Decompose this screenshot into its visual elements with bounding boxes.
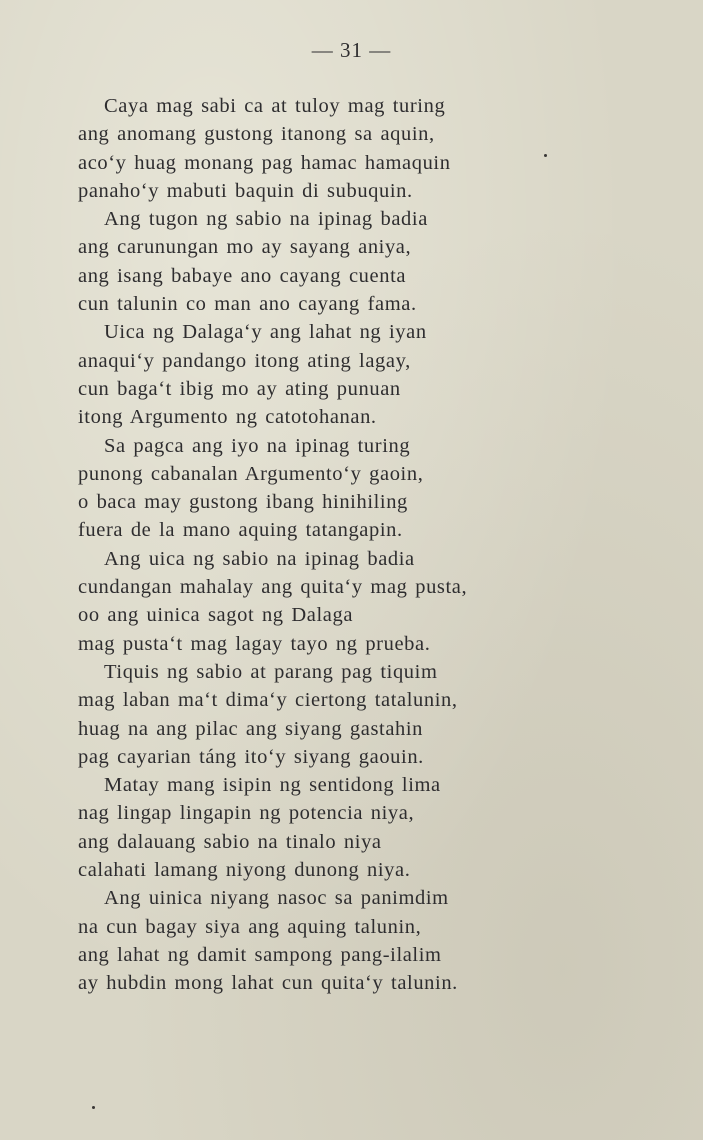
poem-line: mag laban ma‘t dima‘y ciertong tatalunin, [78, 689, 458, 712]
poem-line: o baca may gustong ibang hinihiling [78, 491, 408, 514]
stanza-8 [78, 884, 578, 997]
poem-line: Sa pagca ang iyo na ipinag turing [104, 434, 411, 457]
poem-line: ang dalauang sabio na tinalo niya [78, 830, 382, 853]
poem-line: panaho‘y mabuti baquin di subuquin. [78, 179, 413, 202]
poem-line: ay hubdin mong lahat cun quita‘y talunin. [78, 972, 458, 995]
poem-line: huag na ang pilac ang siyang gastahin [78, 717, 424, 740]
stanza-4 [78, 432, 578, 545]
poem-line: mag pusta‘t mag lagay tayo ng prueba. [78, 632, 431, 655]
stanza-1 [78, 92, 578, 205]
poem-line: na cun bagay siya ang aquing talunin, [78, 915, 422, 938]
poem-line: Ang uinica niyang nasoc sa panimdim [104, 887, 449, 910]
poem-line: oo ang uinica sagot ng Dalaga [78, 604, 354, 627]
ink-speck [92, 1106, 95, 1109]
stanza-6 [78, 658, 578, 771]
stanza-5 [78, 545, 578, 658]
poem-line: itong Argumento ng catotohanan. [78, 406, 377, 429]
poem-line: nag lingap lingapin ng potencia niya, [78, 802, 415, 825]
poem-line: ang anomang gustong itanong sa aquin, [78, 123, 435, 146]
poem-line: Tiquis ng sabio at parang pag tiquim [104, 660, 438, 683]
poem-line: cundangan mahalay ang quita‘y mag pusta, [78, 576, 468, 599]
poem-line: ang carunungan mo ay sayang aniya, [78, 236, 412, 259]
poem-line: Caya mag sabi ca at tuloy mag turing [104, 95, 446, 117]
stanza-2 [78, 205, 578, 318]
poem-line: Ang tugon ng sabio na ipinag badia [104, 208, 428, 231]
poem-line: punong cabanalan Argumento‘y gaoin, [78, 462, 424, 485]
poem-line: Uica ng Dalaga‘y ang lahat ng iyan [104, 321, 427, 344]
stanza-3 [78, 318, 578, 431]
poem-line: calahati lamang niyong dunong niya. [78, 859, 411, 882]
ink-speck [544, 154, 547, 157]
poem-line: anaqui‘y pandango itong ating lagay, [78, 349, 411, 372]
poem-line: fuera de la mano aquing tatangapin. [78, 519, 403, 542]
poem-line: ang isang babaye ano cayang cuenta [78, 264, 407, 287]
page-number: — 31 — [311, 38, 392, 62]
poem-line: cun baga‘t ibig mo ay ating punuan [78, 377, 401, 400]
poem-line: aco‘y huag monang pag hamac hamaquin [78, 151, 451, 174]
poem-line: pag cayarian táng ito‘y siyang gaouin. [78, 745, 424, 768]
poem-line: Matay mang isipin ng sentidong lima [104, 774, 441, 797]
poem-line: cun talunin co man ano cayang fama. [78, 293, 417, 316]
stanza-7 [78, 771, 578, 884]
poem-text [78, 92, 578, 998]
poem-line: ang lahat ng damit sampong pang-ilalim [78, 943, 442, 966]
poem-line: Ang uica ng sabio na ipinag badia [104, 547, 415, 570]
